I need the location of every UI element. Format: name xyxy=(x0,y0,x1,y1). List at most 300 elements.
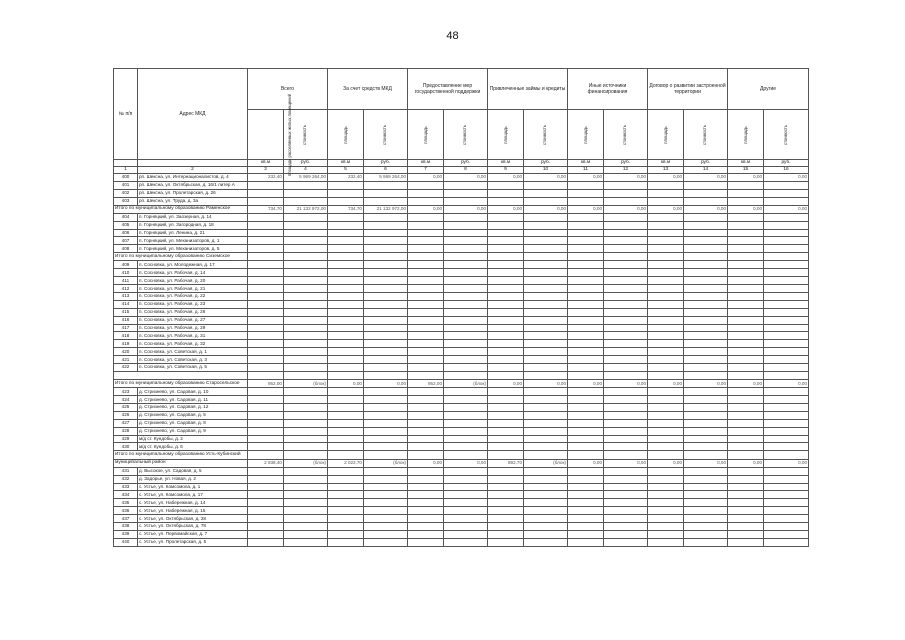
value-cell xyxy=(488,292,524,300)
value-cell xyxy=(648,308,684,316)
value-cell: 0,00 xyxy=(488,174,524,182)
value-cell xyxy=(684,530,728,538)
value-cell xyxy=(248,427,284,435)
value-cell: 0,00 xyxy=(648,459,684,467)
value-cell xyxy=(248,261,284,269)
value-cell xyxy=(728,324,764,332)
row-number: 402 xyxy=(114,189,138,197)
value-cell xyxy=(648,324,684,332)
value-cell xyxy=(284,213,328,221)
subtotal-row xyxy=(114,451,809,459)
value-cell xyxy=(604,285,648,293)
row-address: п. Сосновка, ул. Рабочая, д. 14 xyxy=(138,269,248,277)
value-cell xyxy=(444,189,488,197)
value-cell xyxy=(284,292,328,300)
value-cell xyxy=(684,515,728,523)
value-cell xyxy=(568,371,604,379)
row-number: 438 xyxy=(114,522,138,530)
unit-cell: кв.м xyxy=(248,160,284,167)
value-cell xyxy=(604,499,648,507)
value-cell xyxy=(524,356,568,364)
subtotal-label xyxy=(114,371,248,379)
index-cell: 3 xyxy=(248,167,284,174)
value-cell xyxy=(364,419,408,427)
value-cell xyxy=(524,515,568,523)
value-cell xyxy=(408,324,444,332)
table-row xyxy=(114,316,809,324)
value-cell xyxy=(764,348,809,356)
value-cell xyxy=(728,348,764,356)
row-number: 410 xyxy=(114,269,138,277)
value-cell xyxy=(568,285,604,293)
subheader-cell xyxy=(568,110,604,160)
value-cell xyxy=(764,530,809,538)
table-row xyxy=(114,522,809,530)
value-cell xyxy=(364,269,408,277)
value-cell xyxy=(764,213,809,221)
value-cell xyxy=(488,515,524,523)
value-cell xyxy=(444,507,488,515)
value-cell xyxy=(444,451,488,459)
value-cell xyxy=(364,348,408,356)
value-cell xyxy=(524,467,568,475)
value-cell xyxy=(684,443,728,451)
value-cell xyxy=(364,292,408,300)
value-cell xyxy=(248,277,284,285)
value-cell xyxy=(328,269,364,277)
value-cell xyxy=(328,189,364,197)
value-cell xyxy=(568,348,604,356)
value-cell xyxy=(684,435,728,443)
value-cell: 0,00 xyxy=(444,459,488,467)
value-cell xyxy=(488,316,524,324)
value-cell xyxy=(408,340,444,348)
value-cell xyxy=(364,332,408,340)
value-cell xyxy=(728,483,764,491)
table-row xyxy=(114,285,809,293)
value-cell xyxy=(524,181,568,189)
row-address: д. Стризнево, ул. Садовая, д. 12 xyxy=(138,404,248,412)
value-cell xyxy=(328,237,364,245)
value-cell xyxy=(684,197,728,205)
unit-cell: руб. xyxy=(684,160,728,167)
value-cell xyxy=(764,515,809,523)
table-body xyxy=(114,174,809,547)
subheader-cell xyxy=(684,110,728,160)
value-cell xyxy=(444,475,488,483)
subheader-label: стоимость xyxy=(622,124,628,145)
value-cell: 0,00 xyxy=(488,380,524,388)
value-cell: (блок) xyxy=(444,380,488,388)
value-cell xyxy=(728,261,764,269)
unit-cell: кв.м xyxy=(728,160,764,167)
table-row xyxy=(114,292,809,300)
value-cell xyxy=(444,388,488,396)
value-cell xyxy=(728,269,764,277)
row-address: п. Сосновка, ул. Советская, д. 5 xyxy=(138,363,248,371)
value-cell xyxy=(524,292,568,300)
row-address: м/д ст. Кундобы, д. 6 xyxy=(138,443,248,451)
value-cell xyxy=(684,340,728,348)
value-cell xyxy=(684,261,728,269)
value-cell xyxy=(408,348,444,356)
value-cell xyxy=(728,300,764,308)
row-number: 430 xyxy=(114,443,138,451)
value-cell xyxy=(568,197,604,205)
table-row xyxy=(114,491,809,499)
row-number: 415 xyxy=(114,308,138,316)
value-cell xyxy=(728,371,764,379)
subheader-cell xyxy=(524,110,568,160)
subheader-label: площадь xyxy=(422,125,428,144)
table-row xyxy=(114,411,809,419)
value-cell: 21 132 972,00 xyxy=(284,205,328,213)
row-address: п. Горняцкий, ул. Механизаторов, д. 1 xyxy=(138,237,248,245)
value-cell xyxy=(364,340,408,348)
value-cell xyxy=(284,245,328,253)
value-cell xyxy=(364,491,408,499)
col-header-no: № п/п xyxy=(114,69,138,160)
value-cell xyxy=(604,197,648,205)
value-cell xyxy=(488,507,524,515)
value-cell xyxy=(648,277,684,285)
value-cell xyxy=(648,491,684,499)
value-cell xyxy=(764,237,809,245)
value-cell xyxy=(524,419,568,427)
value-cell xyxy=(444,261,488,269)
value-cell xyxy=(284,491,328,499)
value-cell: (блок) xyxy=(284,459,328,467)
value-cell xyxy=(444,316,488,324)
value-cell xyxy=(524,371,568,379)
value-cell xyxy=(328,435,364,443)
row-number: 413 xyxy=(114,292,138,300)
value-cell xyxy=(648,285,684,293)
value-cell xyxy=(728,451,764,459)
value-cell xyxy=(728,499,764,507)
unit-cell: кв.м xyxy=(488,160,524,167)
value-cell xyxy=(728,237,764,245)
row-number: 435 xyxy=(114,499,138,507)
value-cell xyxy=(568,277,604,285)
value-cell xyxy=(364,197,408,205)
value-cell xyxy=(328,396,364,404)
value-cell xyxy=(408,181,444,189)
value-cell xyxy=(684,269,728,277)
value-cell: 0,00 xyxy=(684,459,728,467)
value-cell xyxy=(764,483,809,491)
subheader-label: площадь xyxy=(342,125,348,144)
unit-cell: руб. xyxy=(444,160,488,167)
value-cell: 232,40 xyxy=(248,174,284,182)
value-cell xyxy=(488,197,524,205)
value-cell xyxy=(728,292,764,300)
value-cell xyxy=(408,419,444,427)
value-cell xyxy=(364,245,408,253)
value-cell xyxy=(684,507,728,515)
value-cell: (блок) xyxy=(364,459,408,467)
value-cell xyxy=(408,285,444,293)
value-cell xyxy=(604,483,648,491)
value-cell: 0,00 xyxy=(684,380,728,388)
value-cell xyxy=(408,197,444,205)
index-cell: 1 xyxy=(114,167,138,174)
value-cell xyxy=(284,483,328,491)
value-cell xyxy=(284,411,328,419)
value-cell xyxy=(648,245,684,253)
value-cell: 232,40 xyxy=(328,174,364,182)
value-cell xyxy=(604,300,648,308)
value-cell xyxy=(568,261,604,269)
value-cell xyxy=(764,261,809,269)
value-cell xyxy=(328,356,364,364)
value-cell xyxy=(444,348,488,356)
value-cell: 5 969 264,00 xyxy=(284,174,328,182)
value-cell xyxy=(604,491,648,499)
value-cell xyxy=(408,292,444,300)
value-cell xyxy=(764,507,809,515)
value-cell xyxy=(488,189,524,197)
value-cell xyxy=(408,332,444,340)
value-cell xyxy=(568,292,604,300)
value-cell xyxy=(728,467,764,475)
value-cell xyxy=(524,443,568,451)
row-number: 418 xyxy=(114,332,138,340)
row-address: д. Высокое, ул. Садовая, д. 5 xyxy=(138,467,248,475)
value-cell xyxy=(728,475,764,483)
value-cell xyxy=(488,308,524,316)
value-cell xyxy=(684,363,728,371)
value-cell xyxy=(728,363,764,371)
value-cell: 734,70 xyxy=(248,205,284,213)
value-cell xyxy=(524,324,568,332)
unit-cell xyxy=(114,160,138,167)
value-cell xyxy=(684,277,728,285)
value-cell xyxy=(684,388,728,396)
value-cell: 0,00 xyxy=(728,174,764,182)
row-address: м/д ст. Кундобы, д. 2 xyxy=(138,435,248,443)
value-cell xyxy=(568,499,604,507)
value-cell: 0,00 xyxy=(764,459,809,467)
table-row xyxy=(114,221,809,229)
value-cell: 0,00 xyxy=(524,380,568,388)
row-address: п. Сосновка, ул. Рабочая, д. 21 xyxy=(138,285,248,293)
value-cell xyxy=(284,396,328,404)
value-cell xyxy=(488,522,524,530)
value-cell xyxy=(444,324,488,332)
index-cell: 7 xyxy=(408,167,444,174)
row-number: 420 xyxy=(114,348,138,356)
value-cell xyxy=(488,213,524,221)
value-cell xyxy=(648,197,684,205)
value-cell xyxy=(248,404,284,412)
value-cell xyxy=(364,388,408,396)
value-cell xyxy=(684,451,728,459)
value-cell xyxy=(364,316,408,324)
value-cell xyxy=(248,483,284,491)
subheader-cell xyxy=(488,110,524,160)
value-cell xyxy=(524,507,568,515)
row-address: рп. Шексна, ул. Труда, д. 3а xyxy=(138,197,248,205)
value-cell xyxy=(248,197,284,205)
value-cell xyxy=(764,435,809,443)
row-address: п. Сосновка, ул. Рабочая, д. 32 xyxy=(138,340,248,348)
value-cell xyxy=(248,324,284,332)
value-cell xyxy=(284,371,328,379)
value-cell: 0,00 xyxy=(728,459,764,467)
value-cell xyxy=(648,530,684,538)
row-address: д. Задорье, ул. Новая, д. 2 xyxy=(138,475,248,483)
value-cell xyxy=(408,269,444,277)
value-cell xyxy=(364,404,408,412)
value-cell xyxy=(248,467,284,475)
value-cell xyxy=(728,253,764,261)
unit-cell: кв.м xyxy=(648,160,684,167)
table-row xyxy=(114,507,809,515)
value-cell xyxy=(604,316,648,324)
row-address: с. Устье, ул. Пролетарская, д. 5 xyxy=(138,538,248,546)
value-cell xyxy=(408,451,444,459)
value-cell xyxy=(364,396,408,404)
subheader-label: площадь xyxy=(662,125,668,144)
table-row xyxy=(114,356,809,364)
value-cell xyxy=(284,316,328,324)
value-cell xyxy=(568,419,604,427)
value-cell xyxy=(488,451,524,459)
value-cell xyxy=(364,515,408,523)
value-cell xyxy=(284,348,328,356)
value-cell xyxy=(364,530,408,538)
row-address: д. Стризнево, ул. Садовая, д. 9 xyxy=(138,427,248,435)
row-address: с. Устье, ул. Октябрьская, д. 78 xyxy=(138,522,248,530)
value-cell xyxy=(364,475,408,483)
row-address: п. Сосновка, ул. Молодежная, д. 17 xyxy=(138,261,248,269)
value-cell xyxy=(764,411,809,419)
value-cell xyxy=(604,388,648,396)
value-cell xyxy=(524,435,568,443)
index-cell: 8 xyxy=(444,167,488,174)
unit-cell: кв.м xyxy=(408,160,444,167)
subtotal-row xyxy=(114,380,809,388)
value-cell xyxy=(364,213,408,221)
value-cell xyxy=(488,229,524,237)
row-address: п. Сосновка, ул. Рабочая, д. 31 xyxy=(138,332,248,340)
table-row xyxy=(114,475,809,483)
value-cell xyxy=(444,396,488,404)
value-cell xyxy=(284,515,328,523)
value-cell xyxy=(568,300,604,308)
value-cell xyxy=(488,443,524,451)
table-row xyxy=(114,515,809,523)
value-cell xyxy=(444,181,488,189)
subheader-label: стоимость xyxy=(542,124,548,145)
value-cell xyxy=(444,277,488,285)
table-row xyxy=(114,181,809,189)
value-cell xyxy=(524,277,568,285)
value-cell xyxy=(684,396,728,404)
value-cell xyxy=(444,340,488,348)
value-cell xyxy=(328,308,364,316)
value-cell: 0,00 xyxy=(568,459,604,467)
value-cell xyxy=(284,261,328,269)
value-cell xyxy=(284,269,328,277)
table-row xyxy=(114,229,809,237)
value-cell xyxy=(648,229,684,237)
value-cell xyxy=(604,396,648,404)
value-cell xyxy=(408,475,444,483)
value-cell xyxy=(648,427,684,435)
value-cell xyxy=(444,356,488,364)
value-cell xyxy=(328,221,364,229)
value-cell xyxy=(764,229,809,237)
value-cell xyxy=(568,332,604,340)
value-cell xyxy=(604,348,648,356)
value-cell xyxy=(604,435,648,443)
value-cell xyxy=(444,269,488,277)
row-address: п. Сосновка, ул. Рабочая, д. 20 xyxy=(138,277,248,285)
value-cell xyxy=(684,356,728,364)
value-cell xyxy=(444,213,488,221)
row-address: п. Горняцкий, ул. Механизаторов, д. 5 xyxy=(138,245,248,253)
value-cell xyxy=(648,348,684,356)
value-cell xyxy=(648,467,684,475)
value-cell xyxy=(248,229,284,237)
group-header-repairs: Иные источники финансирования xyxy=(568,69,648,110)
value-cell xyxy=(648,300,684,308)
value-cell xyxy=(328,181,364,189)
value-cell xyxy=(364,467,408,475)
value-cell xyxy=(728,181,764,189)
value-cell xyxy=(684,300,728,308)
value-cell xyxy=(328,261,364,269)
index-cell: 15 xyxy=(728,167,764,174)
value-cell xyxy=(284,332,328,340)
value-cell xyxy=(728,435,764,443)
value-cell xyxy=(568,237,604,245)
value-cell xyxy=(684,411,728,419)
value-cell xyxy=(764,308,809,316)
row-address: п. Горняцкий, ул. Загородная, д. 18 xyxy=(138,221,248,229)
value-cell xyxy=(684,522,728,530)
table-row xyxy=(114,348,809,356)
value-cell xyxy=(648,253,684,261)
value-cell xyxy=(328,285,364,293)
value-cell xyxy=(328,404,364,412)
table-row xyxy=(114,189,809,197)
value-cell xyxy=(248,253,284,261)
value-cell xyxy=(524,308,568,316)
value-cell: 952,00 xyxy=(408,380,444,388)
row-number: 406 xyxy=(114,229,138,237)
index-cell: 12 xyxy=(604,167,648,174)
value-cell xyxy=(328,522,364,530)
table-row xyxy=(114,237,809,245)
index-cell: 14 xyxy=(684,167,728,174)
value-cell xyxy=(488,427,524,435)
value-cell xyxy=(248,451,284,459)
row-number: 439 xyxy=(114,530,138,538)
value-cell xyxy=(604,277,648,285)
value-cell xyxy=(284,427,328,435)
row-number: 414 xyxy=(114,300,138,308)
value-cell xyxy=(524,340,568,348)
value-cell xyxy=(328,388,364,396)
value-cell xyxy=(524,245,568,253)
value-cell xyxy=(408,483,444,491)
value-cell xyxy=(284,435,328,443)
value-cell xyxy=(488,261,524,269)
value-cell xyxy=(524,411,568,419)
